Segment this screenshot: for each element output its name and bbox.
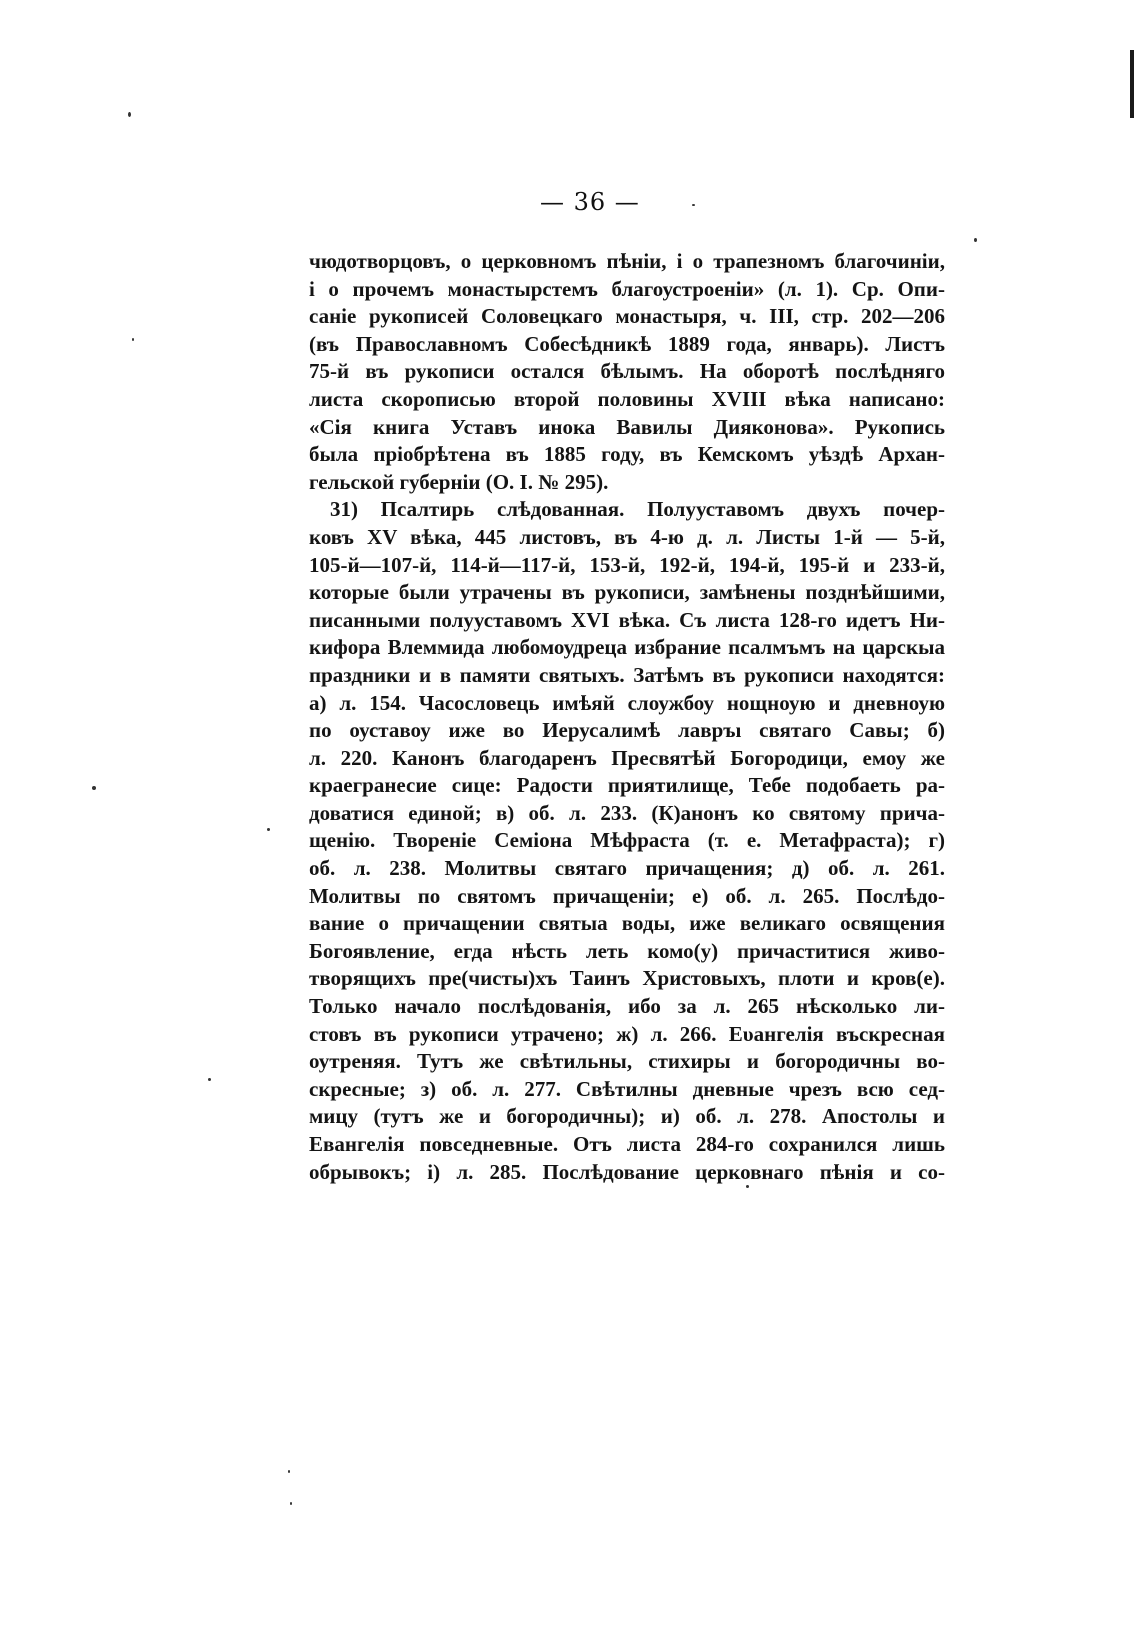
text-line: 75-й въ рукописи остался бѣлымъ. На оборотѣ послѣдняго	[309, 359, 945, 384]
text-line: была пріобрѣтена въ 1885 году, въ Кемскомъ уѣздѣ Архан-	[309, 442, 945, 467]
text-line: і о прочемъ монастырстемъ благоустроеніи» (л. 1). Ср. Опи-	[309, 276, 945, 301]
text-line: Богоявление, егда нѣсть леть комо(у) причаститися живо-	[309, 938, 945, 963]
page-number: — 36 —	[540, 188, 640, 216]
text-line: писанными полууставомъ XVI вѣка. Съ листа 128-го идетъ Ни-	[309, 607, 945, 632]
text-line: 105-й—107-й, 114-й—117-й, 153-й, 192-й, 194-й, 195-й и 233-й,	[309, 552, 945, 577]
scan-speck	[92, 786, 96, 790]
text-line: вание о причащении святыа воды, иже великаго освящения	[309, 911, 945, 936]
text-line: по оуставоу иже во Иерусалимѣ лавръı святаго Савы; б)	[309, 718, 945, 743]
text-line: скресные; з) об. л. 277. Свѣтилны дневные чрезъ всю сед-	[309, 1076, 945, 1101]
text-line: мицу (тутъ же и богородичны); и) об. л. 278. Апостолы и	[309, 1104, 945, 1129]
text-line: праздники и в памяти святыхъ. Затѣмъ въ рукописи находятся:	[309, 662, 945, 687]
text-line: а) л. 154. Часословець имѣяй слоужбоу нощноую и дневноую	[309, 690, 945, 715]
body-text	[309, 248, 945, 1186]
scan-edge-mark	[1130, 50, 1134, 118]
text-line: ковъ XV вѣка, 445 листовъ, въ 4-ю д. л. Листы 1-й — 5-й,	[309, 524, 945, 549]
scan-speck	[290, 1502, 292, 1505]
text-line: л. 220. Канонъ благодаренъ Пресвятѣй Богородици, емоу же	[309, 745, 945, 770]
text-line: которые были утрачены въ рукописи, замѣнены позднѣйшими,	[309, 580, 945, 605]
text-line: щенію. Твореніе Семіона Мѣфраста (т. е. Метафраста); г)	[309, 828, 945, 853]
scan-speck	[288, 1470, 290, 1473]
text-line: стовъ въ рукописи утрачено; ж) л. 266. Еυангелія въскресная	[309, 1021, 945, 1046]
scan-speck	[267, 828, 270, 831]
text-line: чюдотворцовъ, о церковномъ пѣніи, і о трапезномъ благочиніи,	[309, 249, 945, 273]
text-line: гельской губерніи (О. І. № 295).	[309, 469, 609, 494]
scan-speck	[692, 204, 695, 206]
text-line: Только начало послѣдованія, ибо за л. 265 нѣсколько ли-	[309, 994, 945, 1019]
text-line: 31) Псалтирь слѣдованная. Полууставомъ двухъ почер-	[330, 497, 945, 522]
scan-speck	[128, 112, 131, 117]
text-line: «Сія книга Уставъ инока Вавилы Дияконова». Рукопись	[309, 414, 945, 439]
scan-speck	[974, 238, 977, 242]
scan-speck	[208, 1078, 211, 1081]
text-line: саніе рукописей Соловецкаго монастыря, ч. III, стр. 202—206	[309, 304, 945, 329]
text-line: Молитвы по святомъ причащеніи; е) об. л. 265. Послѣдо-	[309, 883, 945, 908]
scan-speck	[746, 1185, 749, 1188]
text-line: (въ Православномъ Собесѣдникѣ 1889 года, январь). Листъ	[309, 331, 945, 356]
text-line: обрывокъ; і) л. 285. Послѣдование церковнаго пѣнія и со-	[309, 1159, 945, 1184]
text-line: Евангелія повседневные. Отъ листа 284-го сохранился лишь	[309, 1132, 945, 1156]
text-line: об. л. 238. Молитвы святаго причащения; д) об. л. 261.	[309, 856, 945, 881]
text-line: оутреняя. Тутъ же свѣтильны, стихиры и богородичны во-	[309, 1049, 945, 1074]
text-line: краегранесие сице: Радости приятилище, Тебе подобаеть ра-	[309, 773, 945, 798]
text-line: кифора Влеммида любомоудреца избрание псалмъмъ на царскыа	[309, 635, 945, 660]
text-line: листа скорописью второй половины XVIII вѣка написано:	[309, 386, 945, 411]
scan-speck	[132, 338, 134, 341]
text-line: творящихъ пре(чисты)хъ Таинъ Христовыхъ, плоти и кров(е).	[309, 966, 945, 991]
text-line: доватися единой; в) об. л. 233. (К)анонъ ко святому прича-	[309, 800, 945, 825]
